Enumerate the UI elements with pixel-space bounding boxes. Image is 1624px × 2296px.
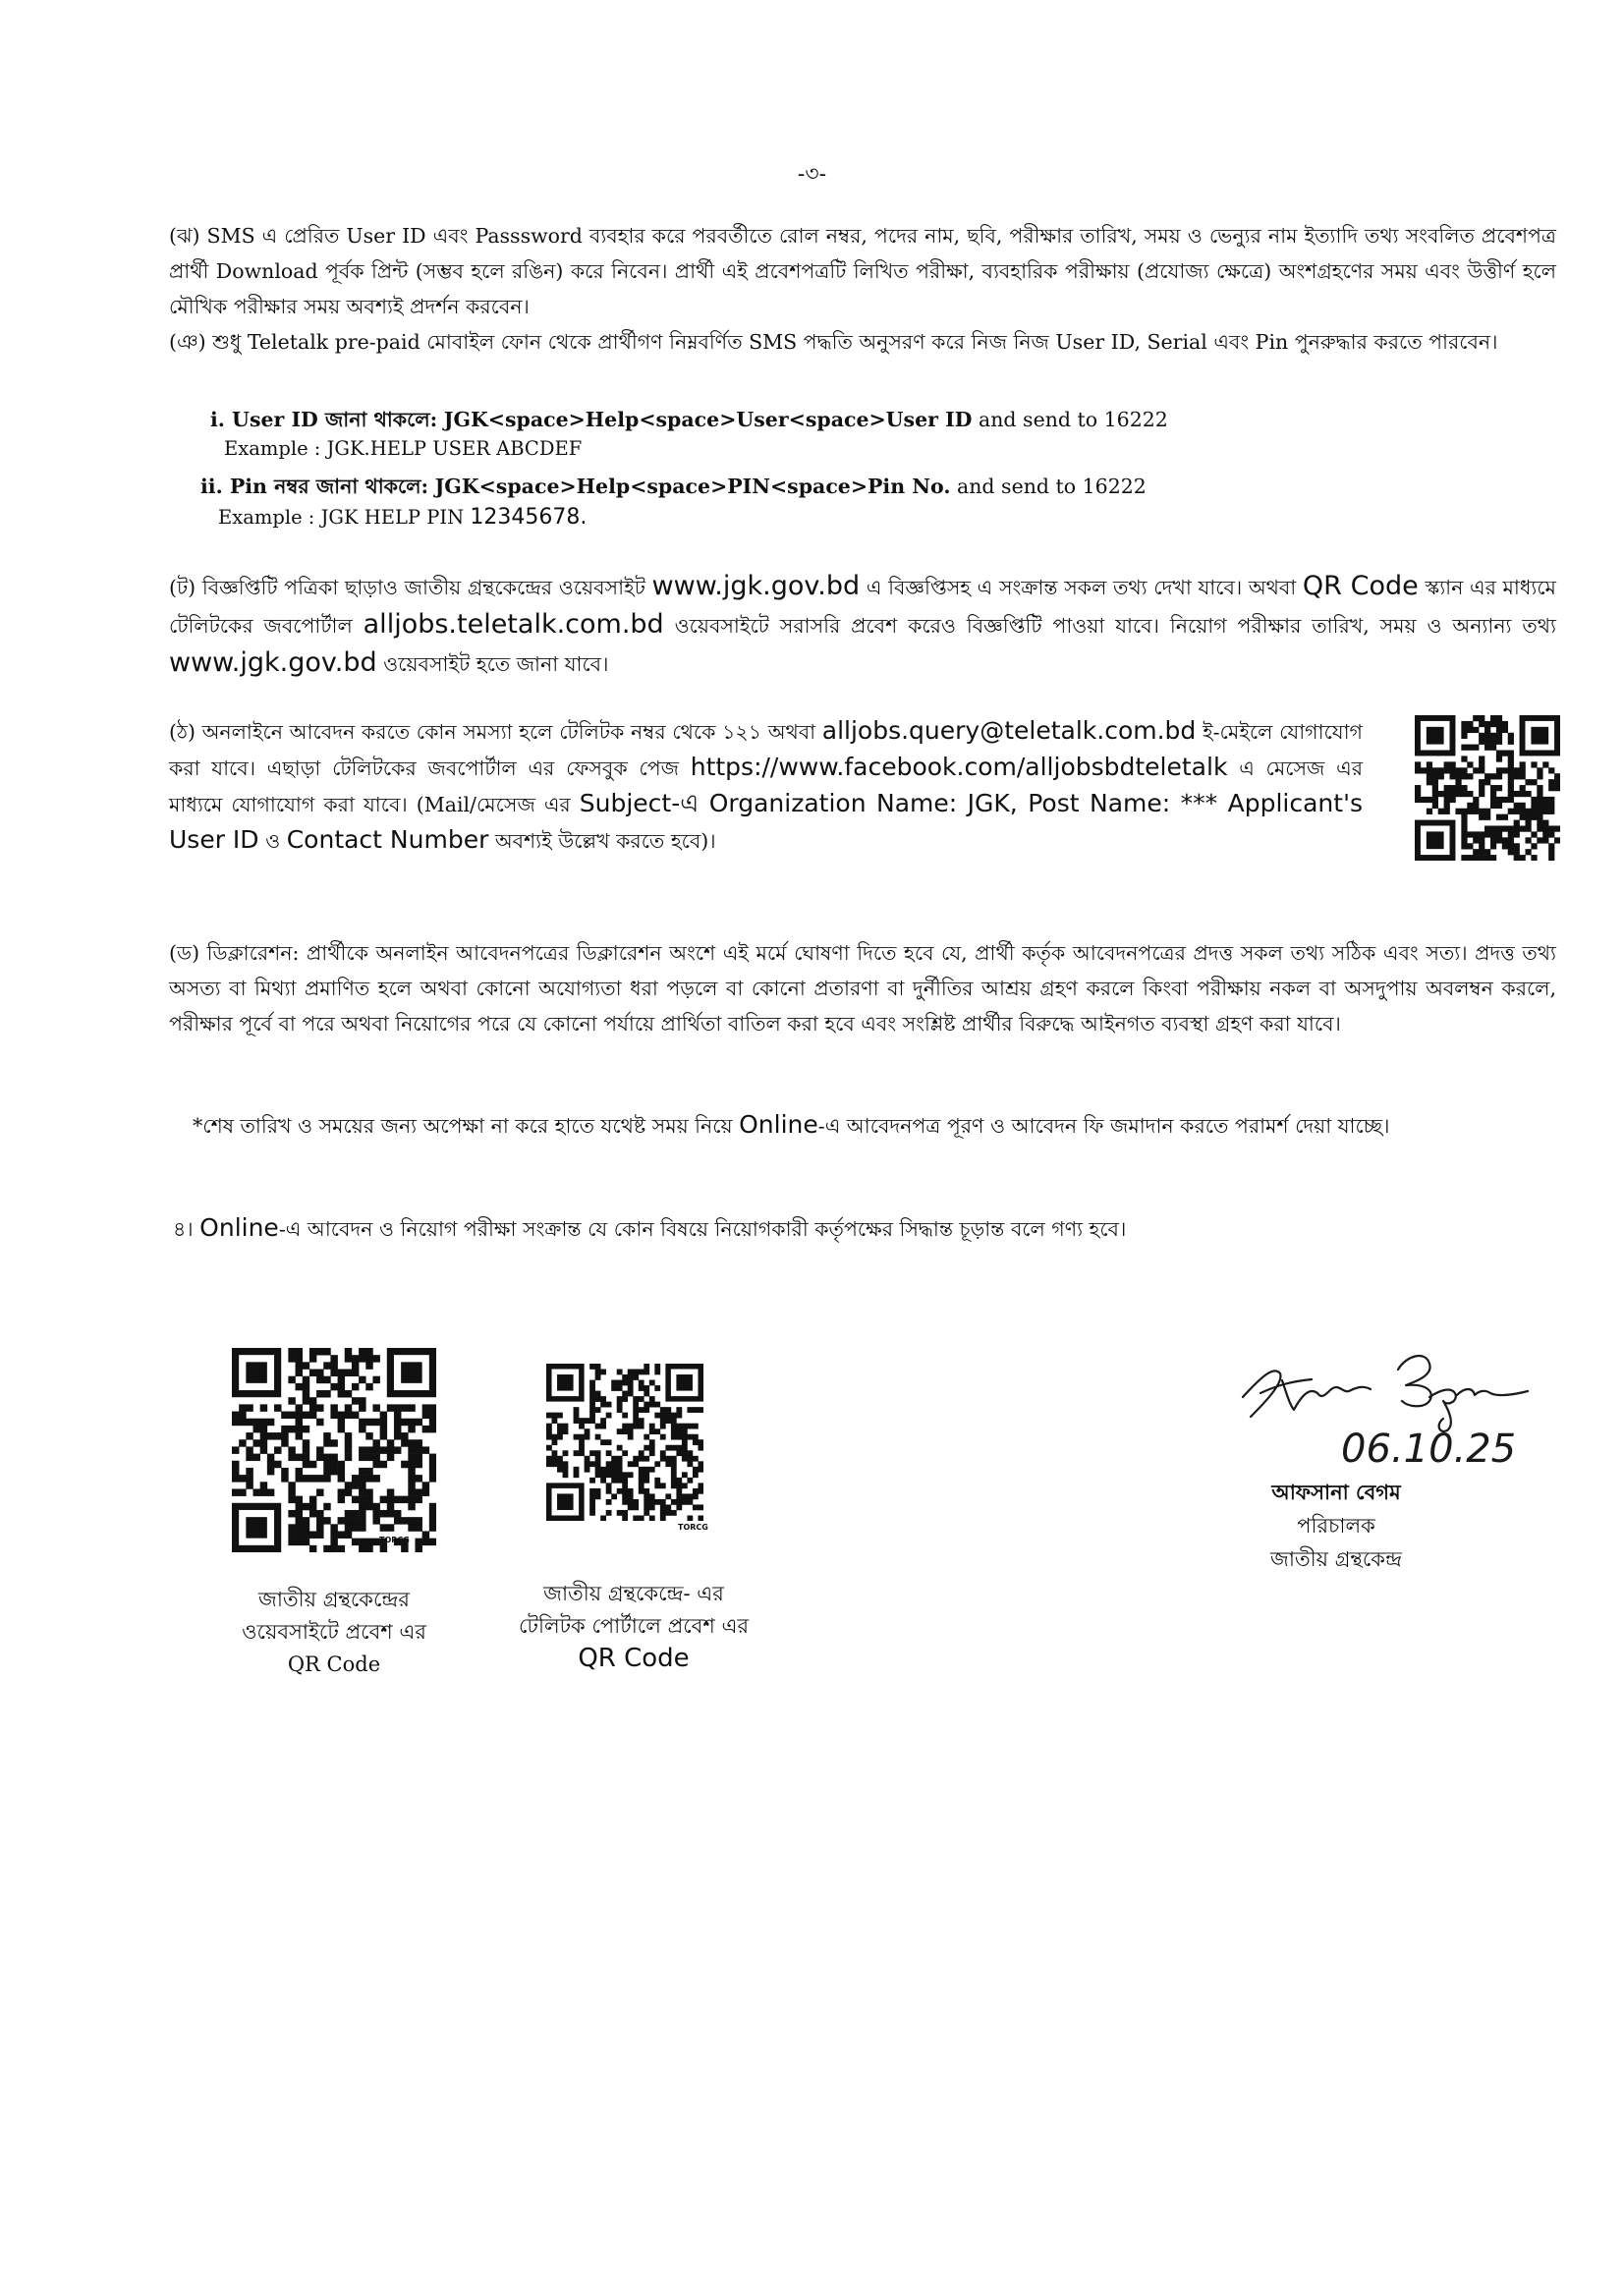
item-marker: (ড) — [169, 941, 200, 965]
website-link[interactable]: www.jgk.gov.bd — [169, 647, 377, 678]
sms-userid-line — [210, 403, 1546, 436]
item-text: ওয়েবসাইটে সরাসরি প্রবেশ করেও বিজ্ঞপ্তিটি পাওয়া যাবে। নিয়োগ পরীক্ষার তারিখ, সময় ও অন্যান্য তথ্য — [674, 614, 1556, 638]
item-text: বিজ্ঞপ্তিটি পত্রিকা ছাড়াও জাতীয় গ্রন্থকেন্দ্রের ওয়েবসাইট — [201, 576, 645, 599]
item-tha — [169, 713, 1363, 859]
caption-line: ওয়েবসাইটে প্রবেশ এর — [242, 1620, 426, 1644]
item-text: অবশ্যই উল্লেখ করতে হবে)। — [494, 829, 716, 853]
qr-code-teletalk-portal — [546, 1364, 703, 1521]
contact-number-word: Contact Number — [286, 825, 489, 854]
caption-line: টেলিটক পোর্টালে প্রবেশ এর — [518, 1614, 749, 1638]
deadline-note — [193, 1106, 1556, 1145]
caption-line: জাতীয় গ্রন্থকেন্দ্রের — [258, 1588, 410, 1611]
sms-pin-code: JGK<space>Help<space>PIN<space>Pin No. — [434, 475, 951, 498]
item-text: অনলাইনে আবেদন করতে কোন সমস্যা হলে টেলিটক নম্বর থেকে ১২১ অথবা — [201, 720, 816, 744]
teletalk-portal-link[interactable]: alljobs.teletalk.com.bd — [363, 609, 664, 640]
item-text: এ মেসেজ এর মাধ্যমে যোগাযোগ করা যাবে। — [169, 756, 1363, 816]
qr-code-teletalk-small — [1415, 715, 1560, 861]
item-marker: (ঞ) — [169, 330, 206, 354]
sms-pin-label: ii. Pin নম্বর জানা থাকলে: — [200, 475, 429, 498]
item-text: ডিক্লারেশন: প্রার্থীকে অনলাইন আবেদনপত্রের ডিক্লারেশন অংশে এই মর্মে ঘোষণা দিতে হবে যে, প্রার্থী কর্তৃক আবেদনপত্রের প্রদত্ত সকল তথ্য সঠিক এবং সত্য। প্রদত্ত তথ্য অসত্য বা মিথ্যা প্রমাণিত হলে অথবা কোনো অযোগ্যতা ধরা পড়লে বা কোনো প্রতারণা বা দুর্নীতির আশ্রয় গ্রহণ করলে কিংবা পরীক্ষায় নকল বা অসদুপায় অবলম্বন করলে, পরীক্ষার পূর্বে বা পরে অথবা নিয়োগের পরে যে কোনো পর্যায়ে প্রার্থিতা বাতিল করা হবে এবং সংশ্লিষ্ট প্রার্থীর বিরুদ্ধে আইনগত ব্যবস্থা গ্রহণ করা যাবে। — [169, 941, 1556, 1036]
note-text: *শেষ তারিখ ও সময়ের জন্য অপেক্ষা না করে হাতে যথেষ্ট সময় নিয়ে — [193, 1114, 733, 1138]
subject-format: Subject-এ Organization Name: JGK, Post Name: *** Applicant's User ID — [169, 789, 1363, 854]
item-marker: (ট) — [169, 576, 196, 599]
item-marker: (ঝ) — [169, 224, 200, 248]
facebook-page-link[interactable]: https://www.facebook.com/alljobsbdteletalk — [690, 753, 1228, 781]
sms-userid-label: i. User ID জানা থাকলে: — [210, 408, 438, 431]
item-nya — [169, 324, 1556, 360]
online-word: Online — [739, 1110, 818, 1139]
qr-badge: TORCG — [678, 1523, 708, 1532]
item-marker: ৪। — [173, 1217, 194, 1241]
item-text: -এ আবেদন ও নিয়োগ পরীক্ষা সংক্রান্ত যে কোন বিষয়ে নিয়োগকারী কর্তৃপক্ষের সিদ্ধান্ত চূড়ান্ত বলে গণ্য হবে। — [278, 1217, 1127, 1241]
page-number: -৩- — [797, 162, 827, 187]
qr-code-website — [232, 1348, 436, 1552]
item-text: শুধু Teletalk pre-paid মোবাইল ফোন থেকে প্রার্থীগণ নিম্নবর্ণিত SMS পদ্ধতি অনুসরণ করে নিজ নিজ User ID, Serial এবং Pin পুনরুদ্ধার করতে পারবেন। — [212, 330, 1498, 354]
item-text: (Mail/মেসেজ এর — [416, 793, 571, 816]
qr-caption-teletalk — [491, 1578, 776, 1675]
item-marker: (ঠ) — [169, 720, 196, 744]
signatory-name: আফসানা বেগম — [1271, 1480, 1401, 1504]
sms-pin-example-prefix: Example : JGK HELP PIN — [218, 506, 465, 529]
sms-userid-code: JGK<space>Help<space>User<space>User ID — [443, 408, 973, 431]
caption-line: জাতীয় গ্রন্থকেন্দ্রে- এর — [543, 1582, 724, 1605]
sms-pin-example-value: 12345678. — [470, 505, 588, 530]
website-link[interactable]: www.jgk.gov.bd — [651, 571, 861, 601]
sms-userid-example: Example : JGK.HELP USER ABCDEF — [224, 437, 583, 460]
qr-caption-website — [201, 1584, 467, 1681]
qr-code-word: QR Code — [1302, 571, 1419, 601]
item-text: ও — [265, 829, 281, 853]
support-email-link[interactable]: alljobs.query@teletalk.com.bd — [821, 716, 1197, 745]
sms-pin-line — [200, 470, 1537, 503]
item-jha — [169, 218, 1556, 324]
caption-line: QR Code — [287, 1652, 381, 1676]
signatory-block — [1213, 1476, 1459, 1576]
signatory-office: জাতীয় গ্রন্থকেন্দ্র — [1270, 1547, 1402, 1571]
note-text: -এ আবেদনপত্র পূরণ ও আবেদন ফি জমাদান করতে পরামর্শ দেয়া যাচ্ছে। — [817, 1114, 1390, 1138]
item-ta — [169, 568, 1556, 683]
sms-pin-tail: and send to 16222 — [956, 475, 1147, 498]
item-text: SMS এ প্রেরিত User ID এবং Passsword ব্যবহার করে পরবর্তীতে রোল নম্বর, পদের নাম, ছবি, পরীক্ষার তারিখ, সময় ও ভেন্যুর নাম ইত্যাদি তথ্য সংবলিত প্রবেশপত্র প্রার্থী Download পূর্বক প্রিন্ট (সম্ভব হলে রঙিন) করে নিবেন। প্রার্থী এই প্রবেশপত্রটি লিখিত পরীক্ষা, ব্যবহারিক পরীক্ষায় (প্রযোজ্য ক্ষেত্রে) অংশগ্রহণের সময় এবং উত্তীর্ণ হলে মৌখিক পরীক্ষার সময় অবশ্যই প্রদর্শন করবেন। — [169, 224, 1556, 318]
item-4 — [173, 1210, 1560, 1247]
caption-line: QR Code — [578, 1644, 690, 1673]
online-word: Online — [199, 1213, 279, 1242]
item-da — [169, 935, 1556, 1041]
handwritten-signature — [1233, 1336, 1547, 1484]
item-text: ওয়েবসাইট হতে জানা যাবে। — [383, 652, 609, 676]
sms-userid-tail: and send to 16222 — [978, 408, 1168, 431]
item-text: এ বিজ্ঞপ্তিসহ এ সংক্রান্ত সকল তথ্য দেখা যাবে। অথবা — [866, 576, 1297, 599]
item-text: স্ক্যান এর মাধ্যমে টেলিটকের জবপোর্টাল — [169, 576, 1556, 638]
signature — [1233, 1336, 1547, 1487]
sms-pin-example — [218, 503, 587, 532]
signature-date: 06.10.25 — [1341, 1427, 1517, 1472]
qr-badge: TORCG — [379, 1536, 410, 1544]
signatory-designation: পরিচালক — [1297, 1514, 1375, 1538]
item-text: ই-মেইলে যোগাযোগ করা যাবে। এছাড়া টেলিটকের জবপোর্টাল এর ফেসবুক পেজ — [169, 720, 1363, 780]
